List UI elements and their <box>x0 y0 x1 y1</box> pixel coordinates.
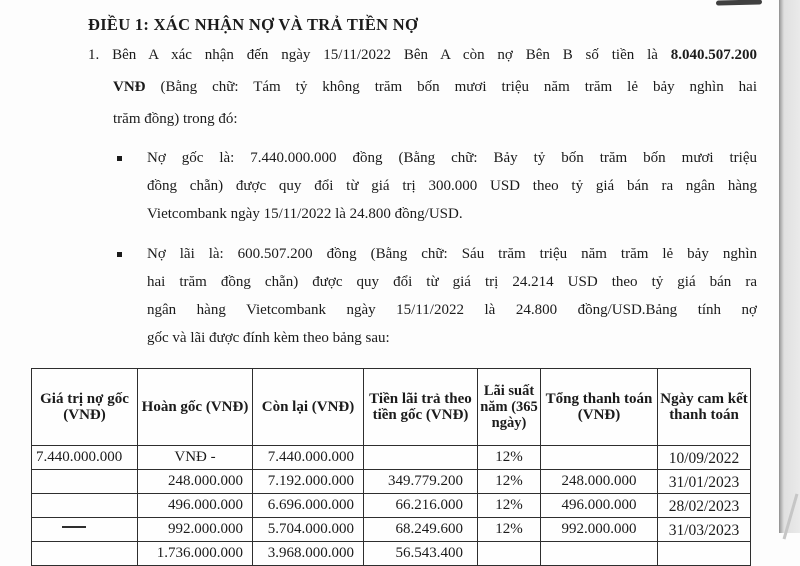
table-row <box>32 494 751 518</box>
clause1-line1-text: 1. Bên A xác nhận đến ngày 15/11/2022 Bên A còn nợ Bên B số tiền là <box>88 47 658 63</box>
cell-commitment-date: 31/03/2023 <box>658 518 751 542</box>
cell-total-payment: 496.000.000 <box>541 494 658 518</box>
bullet2-line1: Nợ lãi là: 600.507.200 đồng (Bằng chữ: Sáu trăm triệu năm trăm lẻ bảy nghìn <box>147 246 757 262</box>
cell-remaining: 3.968.000.000 <box>253 542 364 566</box>
cell-interest: 66.216.000 <box>364 494 478 518</box>
scan-smudge-mark <box>716 0 762 6</box>
cell-interest: 68.249.600 <box>364 518 478 542</box>
cell-interest: 56.543.400 <box>364 542 478 566</box>
section-heading: ĐIỀU 1: XÁC NHẬN NỢ VÀ TRẢ TIỀN NỢ <box>88 15 419 34</box>
cell-remaining: 7.192.000.000 <box>253 470 364 494</box>
cell-commitment-date: 10/09/2022 <box>658 446 751 470</box>
header-interest-on-principal: Tiền lãi trả theo tiền gốc (VNĐ) <box>364 369 478 446</box>
cell-rate <box>478 542 541 566</box>
scan-dash-mark <box>62 526 86 528</box>
bullet2-line4: gốc và lãi được đính kèm theo bảng sau: <box>147 330 390 346</box>
square-bullet-icon <box>117 156 122 161</box>
table-header-row <box>32 369 751 446</box>
cell-remaining: 7.440.000.000 <box>253 446 364 470</box>
cell-principal-repaid: 248.000.000 <box>138 470 253 494</box>
cell-principal-repaid: 992.000.000 <box>138 518 253 542</box>
bullet1-line2: đồng chẵn) được quy đổi từ giá trị 300.000 USD theo tỷ giá bán ra ngân hàng <box>147 178 757 194</box>
header-total-payment: Tổng thanh toán (VNĐ) <box>541 369 658 446</box>
header-annual-rate: Lãi suất năm (365 ngày) <box>478 369 541 446</box>
header-commitment-date: Ngày cam kết thanh toán <box>658 369 751 446</box>
cell-commitment-date: 28/02/2023 <box>658 494 751 518</box>
cell-principal-value <box>32 518 138 542</box>
cell-principal-repaid: 496.000.000 <box>138 494 253 518</box>
cell-rate: 12% <box>478 494 541 518</box>
square-bullet-icon <box>117 252 122 257</box>
debt-total-amount: 8.040.507.200 <box>670 47 757 63</box>
cell-total-payment: 992.000.000 <box>541 518 658 542</box>
cell-total-payment: 248.000.000 <box>541 470 658 494</box>
cell-remaining: 5.704.000.000 <box>253 518 364 542</box>
cell-rate: 12% <box>478 518 541 542</box>
cell-principal-value <box>32 542 138 566</box>
table-row-partial <box>32 542 751 566</box>
clause1-line3: trăm đồng) trong đó: <box>113 111 238 127</box>
header-remaining: Còn lại (VNĐ) <box>253 369 364 446</box>
cell-commitment-date <box>658 542 751 566</box>
cell-principal-value <box>32 494 138 518</box>
debt-schedule-table-container <box>31 368 752 561</box>
debt-schedule-table <box>31 368 751 566</box>
cell-rate: 12% <box>478 446 541 470</box>
cell-rate: 12% <box>478 470 541 494</box>
cell-principal-value <box>32 470 138 494</box>
clause1-line2-text: (Bằng chữ: Tám tỷ không trăm bốn mươi triệu năm trăm lẻ bảy nghìn hai <box>160 79 757 95</box>
cell-remaining: 6.696.000.000 <box>253 494 364 518</box>
cell-interest: 349.779.200 <box>364 470 478 494</box>
cell-principal-repaid: 1.736.000.000 <box>138 542 253 566</box>
cell-total-payment <box>541 542 658 566</box>
bullet2-line2: hai trăm đồng chẵn) được quy đổi từ giá trị 24.214 USD theo tỷ giá bán ra <box>147 274 757 290</box>
cell-interest <box>364 446 478 470</box>
bullet1-line1: Nợ gốc là: 7.440.000.000 đồng (Bằng chữ: Bảy tỷ bốn trăm bốn mươi triệu <box>147 150 757 166</box>
header-principal-repaid: Hoàn gốc (VNĐ) <box>138 369 253 446</box>
cell-total-payment <box>541 446 658 470</box>
table-row <box>32 518 751 542</box>
table-row <box>32 470 751 494</box>
cell-principal-value: 7.440.000.000 <box>32 446 138 470</box>
bullet1-line3: Vietcombank ngày 15/11/2022 là 24.800 đồng/USD. <box>147 206 463 222</box>
currency-label: VNĐ <box>113 79 146 95</box>
table-row <box>32 446 751 470</box>
cell-commitment-date: 31/01/2023 <box>658 470 751 494</box>
cell-principal-repaid: VNĐ - <box>138 446 253 470</box>
bullet2-line3: ngân hàng Vietcombank ngày 15/11/2022 là 24.800 đồng/USD.Bảng tính nợ <box>147 302 757 318</box>
header-principal-value: Giá trị nợ gốc (VNĐ) <box>32 369 138 446</box>
scan-edge-strip <box>779 0 800 533</box>
clause1-line1 <box>88 47 757 64</box>
clause1-line2 <box>113 79 757 96</box>
